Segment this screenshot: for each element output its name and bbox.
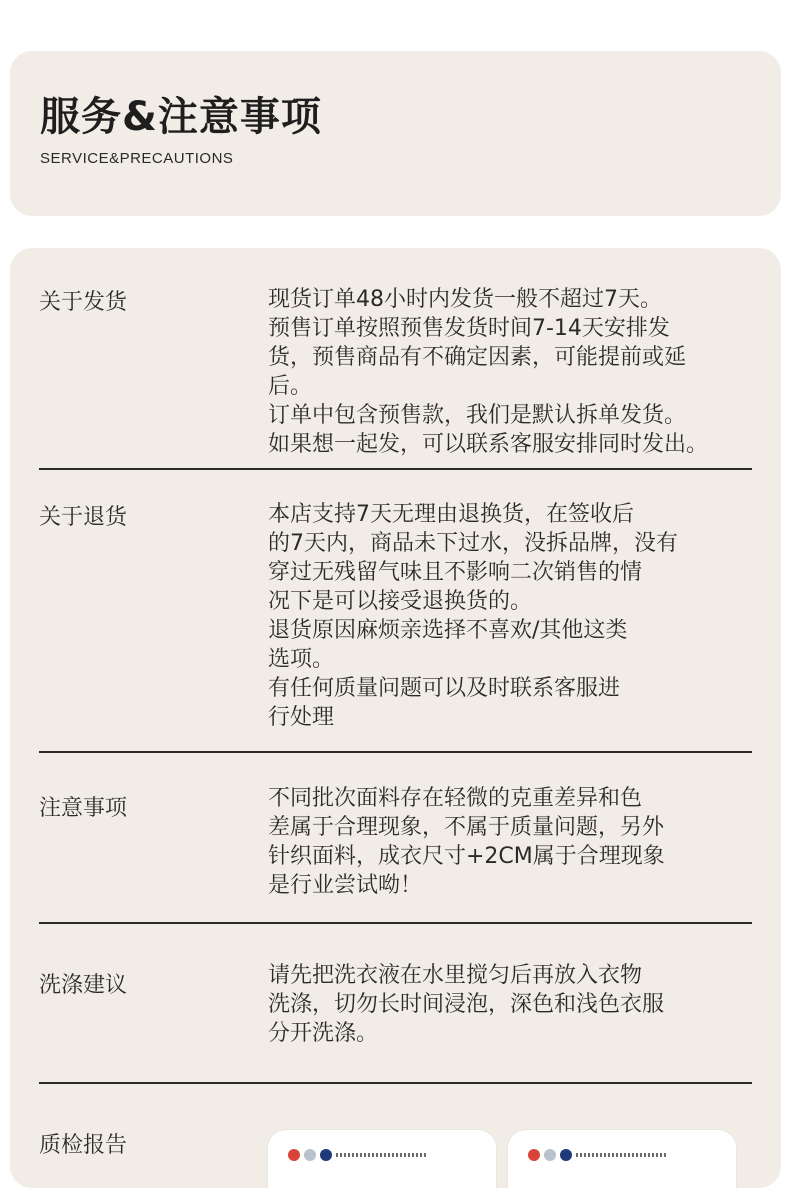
- red-seal-icon: [288, 1149, 300, 1161]
- body-line: 如果想一起发，可以联系客服安排同时发出。: [268, 432, 709, 457]
- body-line: 退货原因麻烦亲选择不喜欢/其他这类: [268, 618, 628, 643]
- body-line: 不同批次面料存在轻微的克重差异和色: [268, 786, 643, 811]
- quality-report-thumbnail[interactable]: [508, 1130, 736, 1188]
- section-label-shipping: 关于发货: [39, 290, 128, 315]
- body-line: 预售订单按照预售发货时间7-14天安排发: [268, 316, 670, 341]
- section-label-washing: 洗涤建议: [39, 973, 128, 998]
- quality-report-thumbnail[interactable]: [268, 1130, 496, 1188]
- section-label-notes: 注意事项: [39, 796, 128, 821]
- content-card: [10, 248, 781, 1188]
- page-title: 服务&注意事项: [40, 94, 322, 140]
- body-line: 穿过无残留气味且不影响二次销售的情: [268, 560, 643, 585]
- section-body-notes: [268, 784, 768, 900]
- section-divider: [39, 922, 752, 924]
- body-line: 货，预售商品有不确定因素，可能提前或延: [268, 345, 687, 370]
- report-logo-strip: [528, 1150, 666, 1160]
- body-line: 请先把洗衣液在水里搅匀后再放入衣物: [268, 963, 643, 988]
- grey-seal-icon: [544, 1149, 556, 1161]
- body-line: 本店支持7天无理由退换货，在签收后: [268, 502, 634, 527]
- body-line: 有任何质量问题可以及时联系客服进: [268, 676, 621, 701]
- section-divider: [39, 751, 752, 753]
- body-line: 行处理: [268, 705, 335, 730]
- body-line: 况下是可以接受退换货的。: [268, 589, 533, 614]
- body-line: 差属于合理现象，不属于质量问题，另外: [268, 815, 665, 840]
- body-line: 分开洗涤。: [268, 1021, 379, 1046]
- section-label-quality-report: 质检报告: [39, 1133, 128, 1158]
- section-body-returns: [268, 500, 768, 732]
- section-divider: [39, 468, 752, 470]
- body-line: 的7天内，商品未下过水，没拆品牌，没有: [268, 531, 678, 556]
- body-line: 是行业尝试呦！: [268, 873, 423, 898]
- body-line: 选项。: [268, 647, 335, 672]
- body-line: 现货订单48小时内发货一般不超过7天。: [268, 287, 662, 312]
- report-logo-strip: [288, 1150, 426, 1160]
- section-body-washing: [268, 961, 768, 1048]
- blue-seal-icon: [560, 1149, 572, 1161]
- blue-seal-icon: [320, 1149, 332, 1161]
- header-card: [10, 51, 781, 216]
- body-line: 针织面料，成衣尺寸+2CM属于合理现象: [268, 844, 665, 869]
- body-line: 后。: [268, 374, 313, 399]
- grey-seal-icon: [304, 1149, 316, 1161]
- section-body-shipping: [268, 285, 768, 459]
- page-subtitle: SERVICE&PRECAUTIONS: [40, 150, 234, 167]
- red-seal-icon: [528, 1149, 540, 1161]
- section-label-returns: 关于退货: [39, 505, 128, 530]
- body-line: 洗涤，切勿长时间浸泡，深色和浅色衣服: [268, 992, 665, 1017]
- section-divider: [39, 1082, 752, 1084]
- body-line: 订单中包含预售款，我们是默认拆单发货。: [268, 403, 687, 428]
